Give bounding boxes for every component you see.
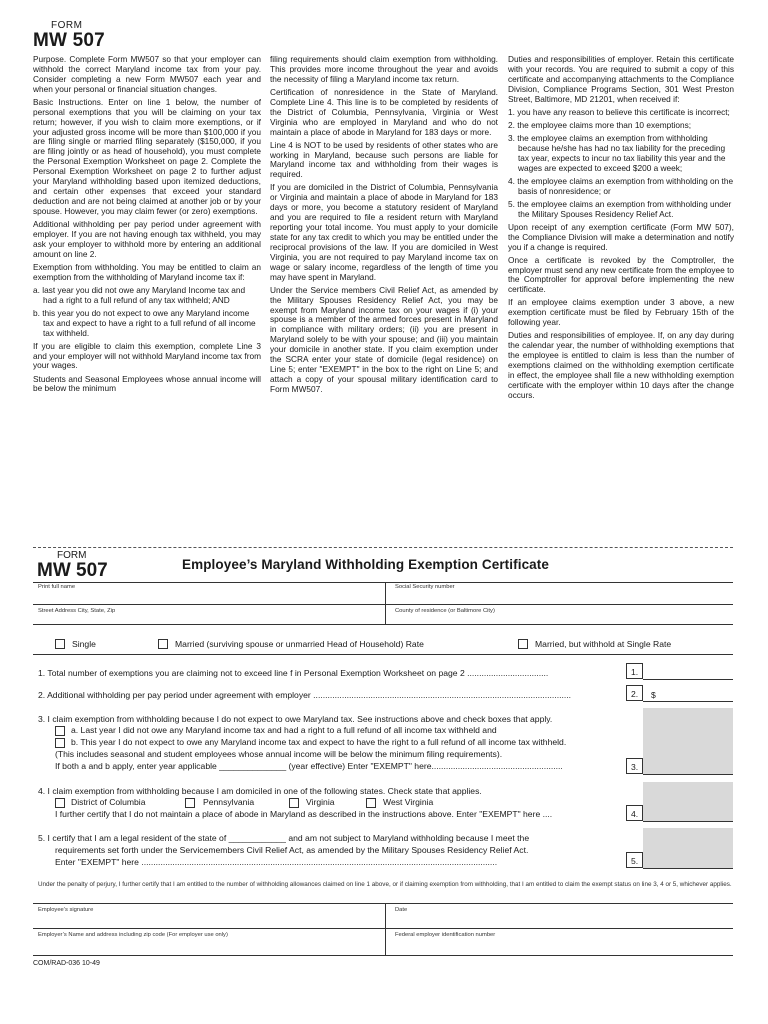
married-checkbox[interactable] <box>158 639 168 649</box>
line3-intro: 3. I claim exemption from withholding because I do not expect to owe Maryland tax. See instructions above and check boxes that apply. <box>38 714 553 724</box>
line3-enter: If both a and b apply, enter year applicable ______________ (year effective) Enter "EXEMPT" here....................................................... <box>55 761 563 771</box>
form-label: FORM <box>51 20 83 31</box>
line5-line2: requirements set forth under the Servicemembers Civil Relief Act, as amended by the Military Spouses Residency Relief Act. <box>55 845 529 855</box>
instr-exemption-a: a. last year you did not owe any Maryland Income tax and had a right to a full refund of any tax withheld; AND <box>33 284 246 305</box>
instr-exemption-b: b. this year you do not expect to owe any Maryland income tax and expect to have a right to a full refund of all income tax withheld. <box>33 307 256 338</box>
pennsylvania-label: Pennsylvania <box>203 797 255 807</box>
dc-label: District of Columbia <box>71 797 146 807</box>
instr-feb15: If an employee claims exemption under 3 above, a new exemption certificate must be filed by February 15th of the following year. <box>508 297 734 328</box>
divider <box>643 701 733 702</box>
instr-exemption: Exemption from withholding. You may be entitled to claim an exemption from the withholding of Maryland income tax if: <box>33 261 261 282</box>
line2-dollar-sign: $ <box>651 690 656 700</box>
street-address-field[interactable]: Street Address City, State, Zip <box>38 608 116 614</box>
instr-students: Students and Seasonal Employees whose annual income will be below the minimum <box>33 373 261 394</box>
divider <box>385 903 386 955</box>
form-code: COM/RAD-036 10-49 <box>33 960 100 967</box>
cert-form-label: FORM <box>57 550 87 561</box>
instr-domiciled: If you are domiciled in the District of Columbia, Pennsylvania or Virginia and maintain a place of abode in Maryland for 183 days or more, you become a statutory resident of Maryland and you are required to file a resident return with Maryland reporting your total income. You must apply to your domicile state for any tax credit to which you may be entitled under the reciprocal provisions of the law. If you are domiciled in West Virginia, you are not required to pay Maryland income tax on wage or salary income, regardless of the length of time you may have spent in Maryland. <box>270 182 498 282</box>
county-field[interactable]: County of residence (or Baltimore City) <box>395 608 495 614</box>
ssn-field[interactable]: Social Security number <box>395 584 455 590</box>
employee-signature-field[interactable]: Employee’s signature <box>38 907 94 913</box>
divider <box>385 582 386 624</box>
employer-name-field[interactable]: Employer’s Name and address including zip code (For employer use only) <box>38 932 228 938</box>
divider <box>33 582 733 583</box>
pennsylvania-checkbox[interactable] <box>185 798 195 808</box>
dc-checkbox[interactable] <box>55 798 65 808</box>
married-single-rate-label: Married, but withhold at Single Rate <box>535 639 672 649</box>
divider <box>643 679 733 680</box>
instr-additional: Additional withholding per pay period under agreement with employer. If you are not having enough tax withheld, you may ask your employer to withhold more by entering an additional amount on line 2. <box>33 218 261 259</box>
instr-revoked: Once a certificate is revoked by the Comptroller, the employer must send any new certificate from the employee to the Comptroller for approval before implementing the new certificate. <box>508 254 734 295</box>
divider <box>33 654 733 655</box>
instr-purpose: Purpose. Complete Form MW507 so that your employer can withhold the correct Maryland income tax from your pay. Consider completing a new Form MW507 each year and when your personal or financial situation changes. <box>33 55 261 94</box>
instr-filing-req: filing requirements should claim exemption from withholding. This provides more income throughout the year and avoids the necessity of filing a Maryland income tax return. <box>270 55 498 84</box>
line5-enter: Enter "EXEMPT" here ..................................................................................................................................................... <box>55 857 498 867</box>
divider <box>33 604 733 605</box>
instr-line4: Line 4 is NOT to be used by residents of other states who are working in Maryland, because such persons are liable for Maryland income tax and withholding from their wages is required. <box>270 139 498 180</box>
shaded-area <box>643 708 733 774</box>
line1-text: 1. Total number of exemptions you are claiming not to exceed line f in Personal Exemption Worksheet on page 2 .................................. <box>38 668 549 678</box>
line3a-text: a. Last year I did not owe any Maryland income tax and had a right to a full refund of all income tax withheld and <box>71 725 497 735</box>
line5-box[interactable]: 5. <box>626 852 643 868</box>
certificate-title: Employee’s Maryland Withholding Exemption Certificate <box>182 557 549 572</box>
married-single-rate-checkbox[interactable] <box>518 639 528 649</box>
instr-duty-2: 2. the employee claims more than 10 exemptions; <box>508 119 692 130</box>
line4-intro: 4. I claim exemption from withholding because I am domiciled in one of the following states. Check state that applies. <box>38 786 482 796</box>
west-virginia-checkbox[interactable] <box>366 798 376 808</box>
instr-receipt: Upon receipt of any exemption certificate (Form MW 507), the Compliance Division will make a determination and notify you if a change is required. <box>508 221 734 252</box>
divider <box>33 903 733 904</box>
married-label: Married (surviving spouse or unmarried Head of Household) Rate <box>175 639 424 649</box>
line3b-text: b. This year I do not expect to owe any Maryland income tax and expect to have the right to a full refund of all income tax withheld. <box>71 737 567 747</box>
single-checkbox[interactable] <box>55 639 65 649</box>
instr-duty-4: 4. the employee claims an exemption from withholding on the basis of nonresidence; or <box>508 175 734 196</box>
line2-box[interactable]: 2. <box>626 685 643 701</box>
shaded-area <box>643 782 733 821</box>
line2-text: 2. Additional withholding per pay period under agreement with employer ............................................................................................................ <box>38 690 572 700</box>
divider <box>33 624 733 625</box>
line3a-checkbox[interactable] <box>55 726 65 736</box>
form-number: MW 507 <box>33 30 105 51</box>
instructions-column-2 <box>270 55 498 547</box>
instr-basic: Basic Instructions. Enter on line 1 below, the number of personal exemptions that you will be claiming on your tax return; however, if you wish to claim more exemptions, or if your adjusted gross income will be more than $100,000 if you are filing single or married filing separately ($150,000, if you are filing jointly or as head of household), you must complete the Personal Exemption Worksheet on page 2. Complete the Personal Exemption Worksheet on page 2 to further adjust your Maryland withholding based upon itemized deductions, and certain other expenses that exceed your standard deduction and are not being claimed at another job or by your spouse. However, you may claim fewer (or zero) exemptions. <box>33 96 261 216</box>
instr-employer-duties: Duties and responsibilities of employer. Retain this certificate with your records. You are required to submit a copy of this certificate and accompanying attachments to the Compliance Division, Compliance Programs Section, 301 West Preston Street, Baltimore, MD 21201, when received if: <box>508 55 734 104</box>
cut-line <box>33 547 733 548</box>
instr-duty-1: 1. you have any reason to believe this certificate is incorrect; <box>508 106 730 117</box>
instr-eligible: If you are eligible to claim this exemption, complete Line 3 and your employer will not withhold Maryland income tax from your wages. <box>33 340 261 371</box>
line4-box[interactable]: 4. <box>626 805 643 821</box>
line1-box[interactable]: 1. <box>626 663 643 679</box>
penalty-statement: Under the penalty of perjury, I further certify that I am entitled to the number of withholding allowances claimed on line 1 above, or if claiming exemption from withholding, that I am entitled to claim the exempt status on line 3, 4 or 5, whichever applies. <box>38 881 732 888</box>
virginia-checkbox[interactable] <box>289 798 299 808</box>
divider <box>643 868 733 869</box>
virginia-label: Virginia <box>306 797 335 807</box>
instr-nonresidence: Certification of nonresidence in the State of Maryland. Complete Line 4. This line is to be completed by residents of the District of Columbia, Pennsylvania, Virginia or West Virginia who are employed in Maryland and who do not maintain a place of abode in Maryland for 183 days or more. <box>270 86 498 137</box>
cert-form-number: MW 507 <box>37 560 108 581</box>
date-field[interactable]: Date <box>395 907 408 913</box>
divider <box>33 955 733 956</box>
instr-scra: Under the Service members Civil Relief Act, as amended by the Military Spouses Residency Relief Act, you may be exempt from Maryland income tax on your wages if (i) your spouse is a member of the armed forces present in Maryland in compliance with military orders; (ii) you are present in Maryland solely to be with your spouse; and (iii) you maintain your domicile in another state. If you claim exemption under the SCRA enter your state of domicile (legal residence) on Line 5; enter "EXEMPT" in the box to the right on Line 5; and attach a copy of your spousal military identification card to Form MW507. <box>270 284 498 394</box>
instr-duty-5: 5. the employee claims an exemption from withholding under the Military Spouses Residency Relief Act. <box>508 198 732 219</box>
line3-note: (This includes seasonal and student employees whose annual income will be below the minimum filing requirements). <box>55 749 503 759</box>
line3-box[interactable]: 3. <box>626 758 643 774</box>
instructions-column-3 <box>508 55 734 547</box>
instr-duty-3: 3. the employee claims an exemption from withholding because he/she has had no tax liability for the preceding tax year, expects to incur no tax liability this year and the wages are expected to exceed $200 a week; <box>508 132 726 173</box>
divider <box>33 928 733 929</box>
west-virginia-label: West Virginia <box>383 797 434 807</box>
line3b-checkbox[interactable] <box>55 738 65 748</box>
single-label: Single <box>72 639 96 649</box>
instructions-column-1 <box>33 55 261 547</box>
divider <box>643 774 733 775</box>
line5-line1: 5. I certify that I am a legal resident of the state of ____________ and am not subject to Maryland withholding because I meet the <box>38 833 530 843</box>
print-name-field[interactable]: Print full name <box>38 584 76 590</box>
divider <box>643 821 733 822</box>
shaded-area <box>643 828 733 868</box>
line4-further: I further certify that I do not maintain a place of abode in Maryland as described in the instructions above. Enter "EXEMPT" here .... <box>55 809 553 819</box>
fein-field[interactable]: Federal employer identification number <box>395 932 496 938</box>
instr-employee-duties: Duties and responsibilities of employee. If, on any day during the calendar year, the number of withholding exemptions that the employee is entitled to claim is less than the number of exemptions claimed on the withholding exemption certificate in effect, the employee shall file a new withholding exemption certificate with the employer within 10 days after the change occurs. <box>508 330 734 400</box>
